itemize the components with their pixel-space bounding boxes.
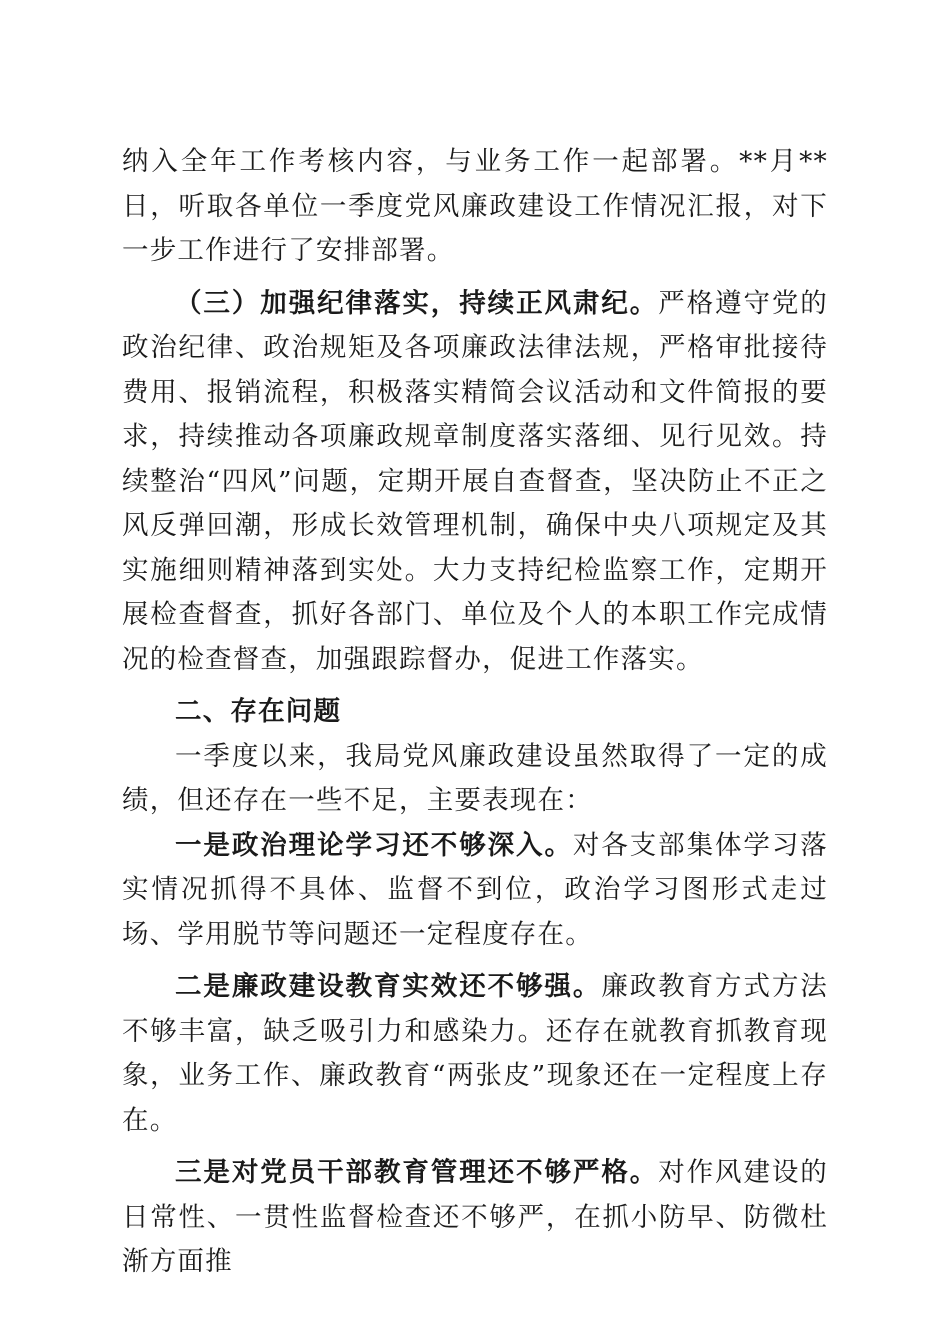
paragraph-problem-2 — [122, 965, 828, 1143]
paragraph-text: 纳入全年工作考核内容，与业务工作一起部署。**月**日，听取各单位一季度党风廉政建设工作情况汇报，对下一步工作进行了安排部署。 — [122, 146, 828, 266]
paragraph-continuation — [122, 140, 828, 274]
paragraph-text: 对各支部集体学习落实情况抓得不具体、监督不到位，政治学习图形式走过场、学用脱节等问题还一定程度存在。 — [122, 829, 828, 950]
paragraph-text: 对作风建设的日常性、一贯性监督检查还不够严，在抓小防早、防微杜渐方面推 — [122, 1157, 828, 1277]
paragraph-problem-3 — [122, 1151, 828, 1285]
paragraph-text: 廉政教育方式方法不够丰富，缺乏吸引力和感染力。还存在就教育抓教育现象，业务工作、廉政教育“两张皮”现象还在一定程度上存在。 — [122, 971, 828, 1136]
paragraph-text: 一季度以来，我局党风廉政建设虽然取得了一定的成绩，但还存在一些不足，主要表现在： — [122, 740, 828, 816]
paragraph-lead: （三）加强纪律落实，持续正风肃纪。 — [175, 287, 659, 319]
paragraph-intro — [122, 735, 828, 824]
paragraph-problem-1 — [122, 824, 828, 958]
section-heading-problems: 二、存在问题 — [175, 696, 342, 727]
paragraph-lead: 二是廉政建设教育实效还不够强。 — [175, 971, 602, 1002]
paragraph-discipline — [122, 282, 828, 683]
document-page — [122, 140, 828, 1285]
paragraph-lead: 一是政治理论学习还不够深入。 — [175, 829, 573, 861]
paragraph-lead: 三是对党员干部教育管理还不够严格。 — [175, 1157, 659, 1188]
paragraph-text: 严格遵守党的政治纪律、政治规矩及各项廉政法律法规，严格审批接待费用、报销流程，积极落实精简会议活动和文件简报的要求，持续推动各项廉政规章制度落实落细、见行见效。持续整治“四风”问题，定期开展自查督查，坚决防止不正之风反弹回潮，形成长效管理机制，确保中央八项规定及其实施细则精神落到实处。大力支持纪检监察工作，定期开展检查督查，抓好各部门、单位及个人的本职工作完成情况的检查督查，加强跟踪督办，促进工作落实。 — [122, 287, 828, 675]
